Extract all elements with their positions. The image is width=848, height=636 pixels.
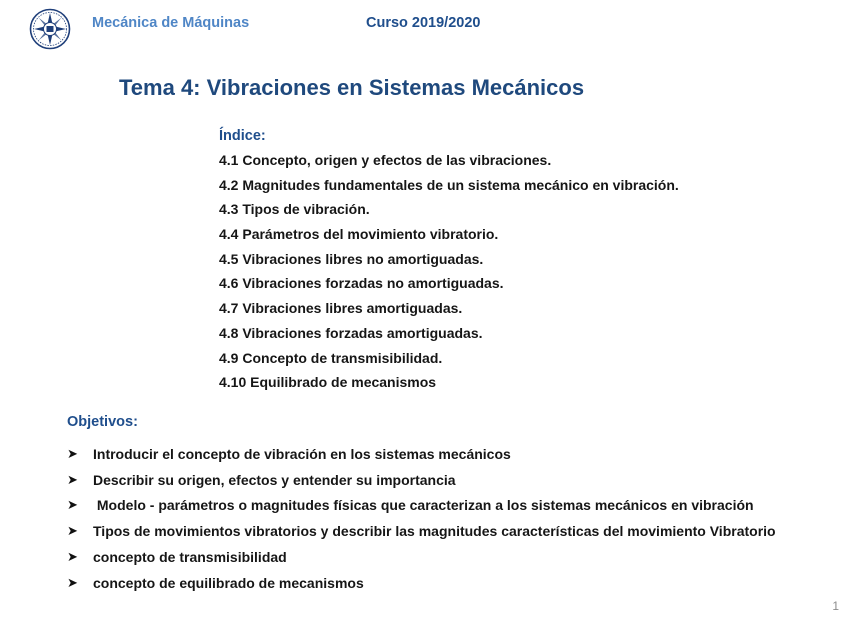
objective-text: concepto de transmisibilidad xyxy=(93,549,287,566)
university-seal-icon xyxy=(29,8,71,50)
objective-text: Modelo - parámetros o magnitudes físicas que caracterizan a los sistemas mecánicos en vibración xyxy=(93,497,754,514)
index-heading: Índice: xyxy=(219,128,266,144)
page-number: 1 xyxy=(832,599,839,613)
objective-item xyxy=(67,544,776,570)
index-item: 4.2 Magnitudes fundamentales de un sistema mecánico en vibración. xyxy=(219,176,679,193)
arrow-bullet-icon: ➤ xyxy=(67,523,78,539)
objective-item xyxy=(67,493,776,519)
objective-item xyxy=(67,570,776,596)
objective-text: concepto de equilibrado de mecanismos xyxy=(93,574,364,591)
course-name: Mecánica de Máquinas xyxy=(92,15,250,31)
objective-text: Describir su origen, efectos y entender su importancia xyxy=(93,471,456,488)
index-item: 4.7 Vibraciones libres amortiguadas. xyxy=(219,300,463,317)
objective-item xyxy=(67,467,776,493)
index-item: 4.9 Concepto de transmisibilidad. xyxy=(219,349,443,366)
index-item: 4.3 Tipos de vibración. xyxy=(219,201,370,218)
objectives-heading: Objetivos: xyxy=(67,414,138,430)
arrow-bullet-icon: ➤ xyxy=(67,471,78,487)
objective-text: Tipos de movimientos vibratorios y describir las magnitudes características del movimiento Vibratorio xyxy=(93,523,776,540)
arrow-bullet-icon: ➤ xyxy=(67,445,78,461)
objective-item xyxy=(67,518,776,544)
index-list xyxy=(219,150,679,397)
arrow-bullet-icon: ➤ xyxy=(67,549,78,565)
page-title: Tema 4: Vibraciones en Sistemas Mecánicos xyxy=(119,75,585,100)
index-item: 4.1 Concepto, origen y efectos de las vibraciones. xyxy=(219,152,552,168)
arrow-bullet-icon: ➤ xyxy=(67,574,78,590)
index-item: 4.4 Parámetros del movimiento vibratorio. xyxy=(219,226,499,243)
index-item: 4.5 Vibraciones libres no amortiguadas. xyxy=(219,250,484,267)
objective-text: Introducir el concepto de vibración en los sistemas mecánicos xyxy=(93,445,511,462)
academic-year: Curso 2019/2020 xyxy=(366,15,481,31)
objectives-list xyxy=(67,441,776,596)
index-item: 4.8 Vibraciones forzadas amortiguadas. xyxy=(219,324,483,341)
arrow-bullet-icon: ➤ xyxy=(67,497,78,513)
objective-item xyxy=(67,441,776,467)
index-item: 4.6 Vibraciones forzadas no amortiguadas. xyxy=(219,275,504,292)
index-item: 4.10 Equilibrado de mecanismos xyxy=(219,374,437,391)
